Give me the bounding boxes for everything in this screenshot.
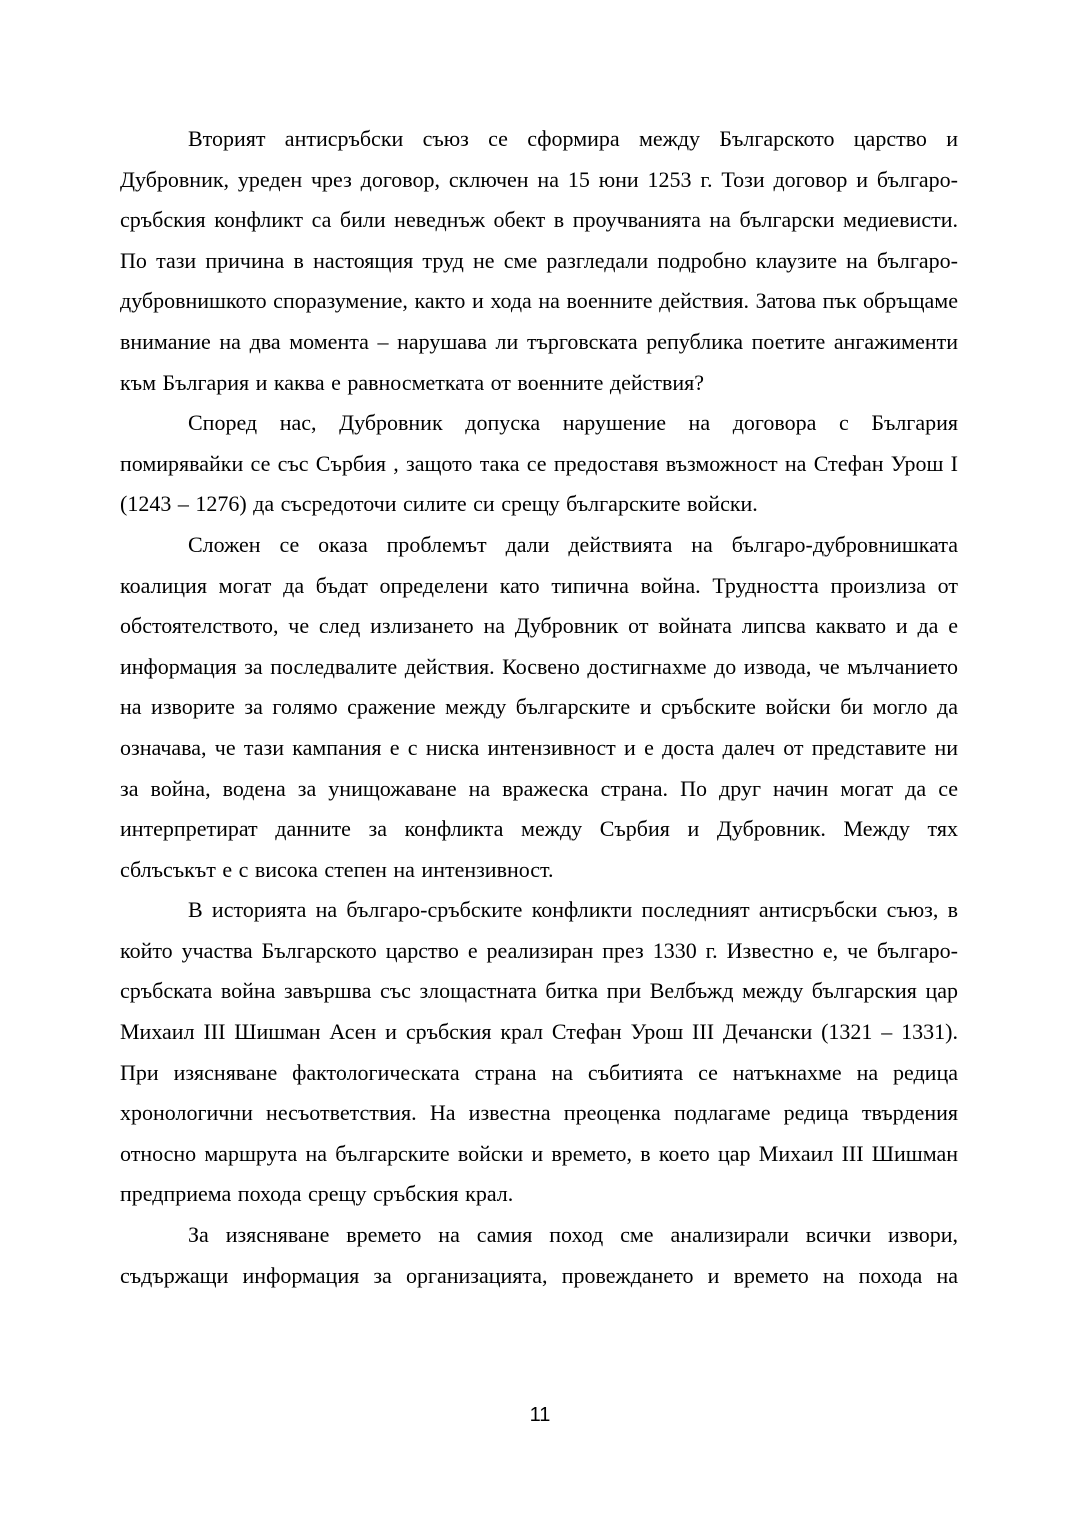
page-number: 11 <box>529 1404 551 1426</box>
paragraph-1: Вторият антисръбски съюз се сформира между Българското царство и Дубровник, уреден чрез договор, сключен на 15 юни 1253 г. Този договор и българо-сръбския конфликт са били неведнъж обект в проучванията на български медиевисти. По тази причина в настоящия труд не сме разгледали подробно клаузите на българо-дубровнишкото споразумение, както и хода на военните действия. Затова пък обръщаме внимание на два момента – нарушава ли търговската република поетите ангажименти към България и каква е равносметката от военните действия? <box>120 126 958 395</box>
page-text-block <box>120 119 958 1296</box>
paragraph-3: Сложен се оказа проблемът дали действията на българо-дубровнишката коалиция могат да бъдат определени като типична война. Трудността произлиза от обстоятелството, че след излизането на Дубровник от войната липсва каквато и да е информация за последвалите действия. Косвено достигнахме до извода, че мълчанието на изворите за голямо сражение между българските и сръбските войски би могло да означава, че тази кампания е с ниска интензивност и е доста далеч от представите ни за война, водена за унищожаване на вражеска страна. По друг начин могат да се интерпретират данните за конфликта между Сърбия и Дубровник. Между тях сблъсъкът е с висока степен на интензивност. <box>120 531 958 882</box>
paragraph-5: За изясняване времето на самия поход сме анализирали всички извори, съдържащи информация за организацията, провеждането и времето на похода на <box>120 1222 958 1288</box>
paragraph-2: Според нас, Дубровник допуска нарушение на договора с България помирявайки се със Сърбия , защото така се предоставя възможност на Стефан Урош I (1243 – 1276) да съсредоточи силите си срещу българските войски. <box>120 410 958 517</box>
paragraph-4: В историята на българо-сръбските конфликти последният антисръбски съюз, в който участва Българското царство е реализиран през 1330 г. Известно е, че българо-сръбската война завършва със злощастната битка при Велбъжд между българския цар Михаил III Шишман Асен и сръбския крал Стефан Урош III Дечански (1321 – 1331). При изясняване фактологическата страна на събитията се натъкнахме на редица хронологични несъответствия. На известна преоценка подлагаме редица твърдения относно маршрута на българските войски и времето, в което цар Михаил III Шишман предприема похода срещу сръбския крал. <box>120 897 958 1207</box>
